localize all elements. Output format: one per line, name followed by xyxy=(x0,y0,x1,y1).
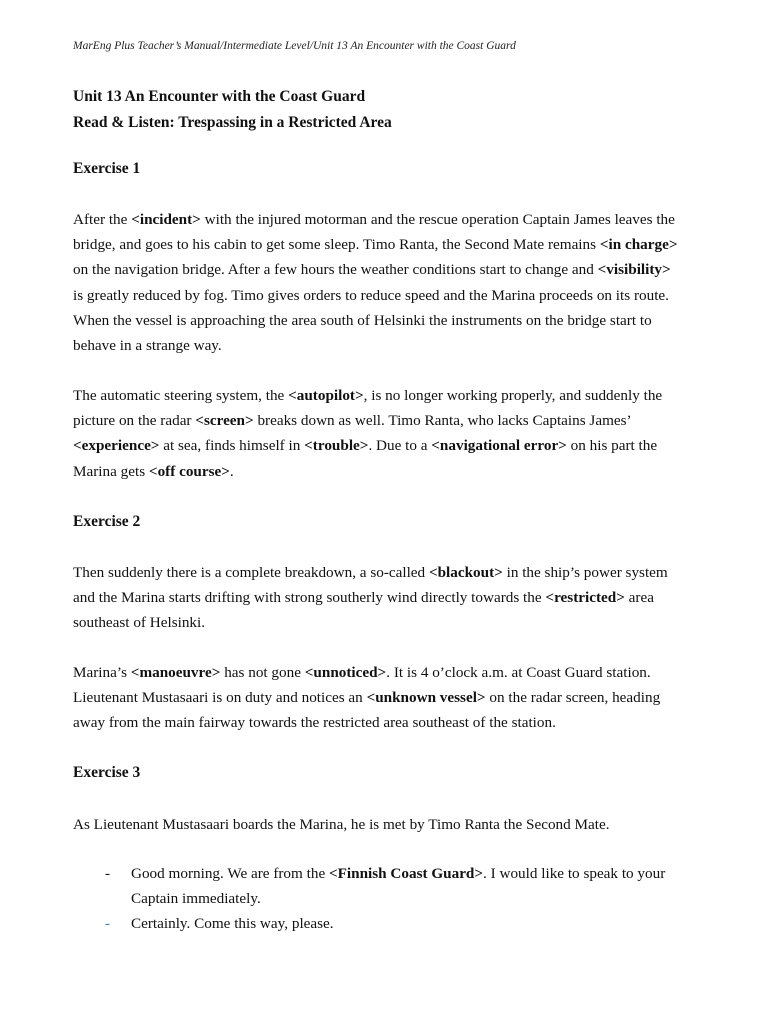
vocab-term: <unknown vessel> xyxy=(366,689,486,707)
text-run: on the radar screen, heading xyxy=(485,689,661,707)
running-header: MarEng Plus Teacher’s Manual/Intermediate Level/Unit 13 An Encounter with the Coast Guard xyxy=(73,40,516,52)
text-line: Captain immediately. xyxy=(131,890,261,908)
text-line: As Lieutenant Mustasaari boards the Marina, he is met by Timo Ranta the Second Mate. xyxy=(73,816,610,833)
text-line xyxy=(73,207,713,232)
text-run: Marina’s xyxy=(73,664,131,681)
text-run: on his part the xyxy=(566,437,658,455)
text-line xyxy=(73,433,713,458)
exercise-3-paragraph-1 xyxy=(73,812,713,837)
exercise-2-heading: Exercise 2 xyxy=(73,513,141,530)
dialogue-line xyxy=(105,861,705,911)
text-run: with the injured motorman and the rescue operation Captain James leaves the xyxy=(200,211,675,228)
text-run: breaks down as well. Timo Ranta, who lacks Captains James’ xyxy=(253,412,632,430)
vocab-term: <experience> xyxy=(73,437,160,455)
vocab-term: <manoeuvre> xyxy=(130,664,221,681)
text-line xyxy=(73,459,713,484)
vocab-term: <visibility> xyxy=(597,261,671,279)
vocab-term: <autopilot> xyxy=(288,387,364,404)
text-run: . Due to a xyxy=(368,437,432,455)
text-line xyxy=(73,685,713,710)
text-run: bridge, and goes to his cabin to get some sleep. Timo Ranta, the Second Mate remains xyxy=(73,236,600,254)
text-line xyxy=(73,232,713,257)
text-run: , is no longer working properly, and suddenly the xyxy=(363,387,663,404)
vocab-term: <restricted> xyxy=(545,589,625,607)
exercise-3-heading: Exercise 3 xyxy=(73,764,141,781)
text-run: Good morning. We are from the xyxy=(131,865,329,882)
text-run: has not gone xyxy=(220,664,305,681)
vocab-term: <navigational error> xyxy=(431,437,567,455)
vocab-term: <trouble> xyxy=(304,437,369,455)
dialogue-line xyxy=(105,911,705,936)
exercise-1-paragraph-1 xyxy=(73,207,713,358)
text-run: in the ship’s power system xyxy=(502,564,668,581)
text-run: area xyxy=(624,589,654,607)
vocab-term: <screen> xyxy=(195,412,254,430)
text-line: Certainly. Come this way, please. xyxy=(131,915,334,933)
text-line xyxy=(73,585,713,610)
text-line xyxy=(73,257,713,282)
text-run: on the navigation bridge. After a few hours the weather conditions start to change and xyxy=(73,261,598,279)
title-block xyxy=(73,84,392,136)
vocab-term: <off course> xyxy=(148,462,230,480)
text-line: southeast of Helsinki. xyxy=(73,614,206,632)
text-line xyxy=(73,408,713,433)
text-run: Lieutenant Mustasaari is on duty and notices an xyxy=(73,689,367,707)
dash-bullet: - xyxy=(105,865,111,882)
text-run: Marina gets xyxy=(73,462,149,480)
text-run: After the xyxy=(73,211,132,228)
exercise-1-paragraph-2 xyxy=(73,383,713,484)
text-run: Then suddenly there is a complete breakdown, a so-called xyxy=(73,564,429,581)
vocab-term: <unnoticed> xyxy=(304,664,387,681)
text-run: at sea, finds himself in xyxy=(159,437,305,455)
dash-bullet: - xyxy=(105,915,111,933)
exercise-1-heading: Exercise 1 xyxy=(73,160,141,177)
text-line xyxy=(73,560,713,585)
text-run: picture on the radar xyxy=(73,412,196,430)
vocab-term: <Finnish Coast Guard> xyxy=(329,865,484,882)
exercise-2-paragraph-1 xyxy=(73,560,713,636)
exercise-2-paragraph-2 xyxy=(73,660,713,736)
vocab-term: <in charge> xyxy=(599,236,678,254)
unit-title: Unit 13 An Encounter with the Coast Guard xyxy=(73,88,366,105)
text-line: away from the main fairway towards the restricted area southeast of the station. xyxy=(73,714,556,732)
text-run: . I would like to speak to your xyxy=(483,865,666,882)
vocab-term: <blackout> xyxy=(428,564,503,581)
text-line: behave in a strange way. xyxy=(73,337,222,355)
text-run: The automatic steering system, the xyxy=(73,387,289,404)
section-subtitle: Read & Listen: Trespassing in a Restricted Area xyxy=(73,114,392,131)
text-run: . xyxy=(229,462,234,480)
text-line xyxy=(73,660,713,685)
text-line: When the vessel is approaching the area south of Helsinki the instruments on the bridge start to xyxy=(73,311,652,329)
text-line xyxy=(73,383,713,408)
vocab-term: <incident> xyxy=(131,211,201,228)
text-run: . It is 4 o’clock a.m. at Coast Guard station. xyxy=(386,664,651,681)
text-line: is greatly reduced by fog. Timo gives orders to reduce speed and the Marina proceeds on its route. xyxy=(73,286,669,304)
text-run: and the Marina starts drifting with strong southerly wind directly towards the xyxy=(73,589,546,607)
text-line xyxy=(131,861,705,886)
dialogue-list xyxy=(105,861,705,937)
